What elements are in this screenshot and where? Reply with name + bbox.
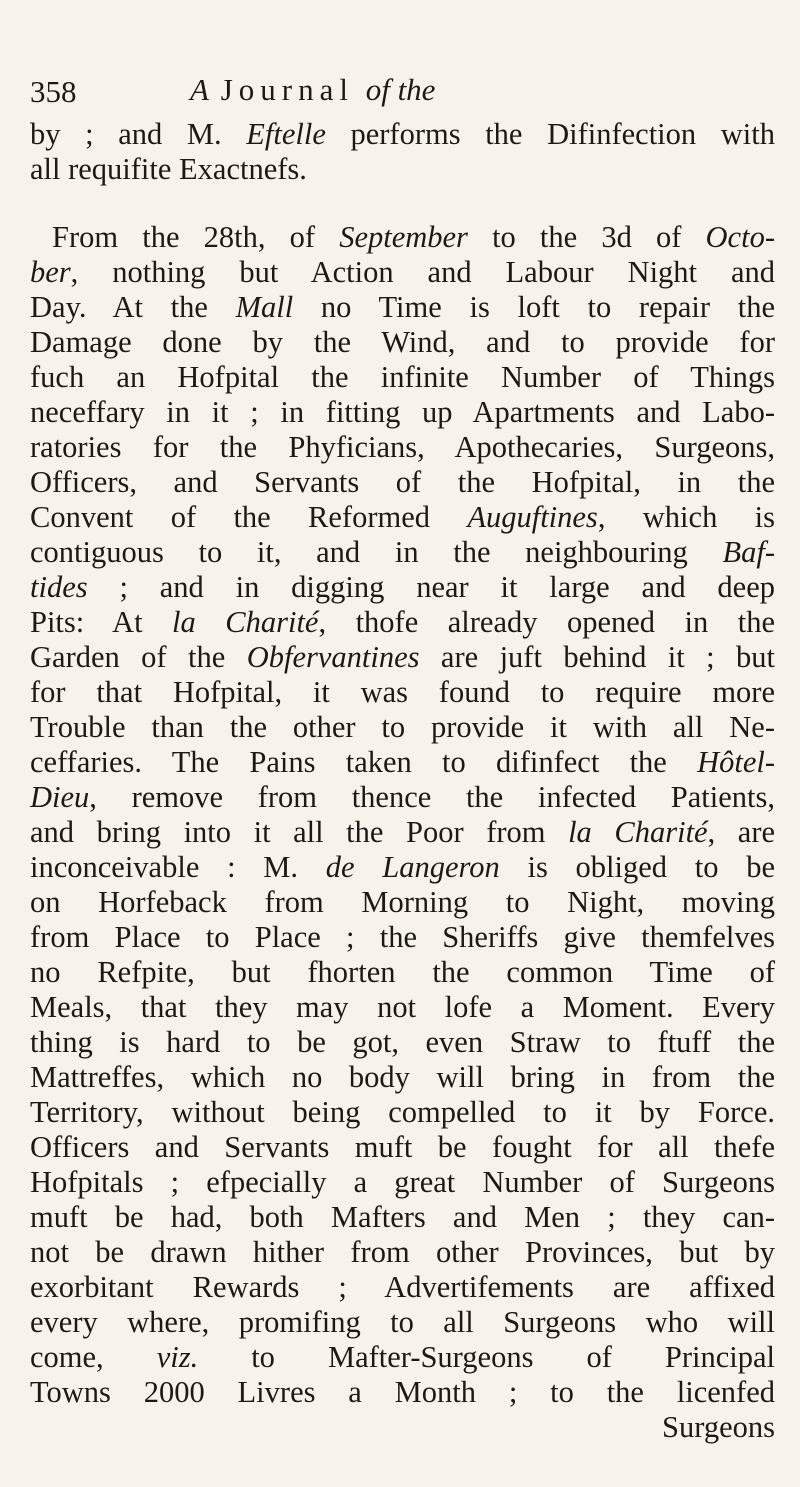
text-line: Hofpitals ; efpecially a great Number of Surgeons xyxy=(30,1165,775,1199)
text-line: no Refpite, but fhorten the common Time of xyxy=(30,955,775,989)
running-header xyxy=(30,72,770,112)
body-text xyxy=(30,117,775,1445)
text-line: not be drawn hither from other Provinces, but by xyxy=(30,1235,775,1269)
text-line: from Place to Place ; the Sheriffs give themfelves xyxy=(30,920,775,954)
text-line: on Horfeback from Morning to Night, moving xyxy=(30,885,775,919)
page-number: 358 xyxy=(30,74,77,109)
text-line: Damage done by the Wind, and to provide for xyxy=(30,325,775,359)
text-line: neceffary in it ; in fitting up Apartments and Labo- xyxy=(30,395,775,429)
text-line: contiguous to it, and in the neighbouring Baf- xyxy=(30,535,775,569)
text-line: Trouble than the other to provide it with all Ne- xyxy=(30,710,775,744)
title-journal: Journal xyxy=(220,72,354,107)
text-line: Meals, that they may not lofe a Moment. Every xyxy=(30,990,775,1024)
text-line: ratories for the Phyficians, Apothecaries, Surgeons, xyxy=(30,430,775,464)
text-line: tides ; and in digging near it large and deep xyxy=(30,570,775,604)
text-line: for that Hofpital, it was found to require more xyxy=(30,675,775,709)
text-line: ber, nothing but Action and Labour Night and xyxy=(30,255,775,289)
text-line: Pits: At la Charité, thofe already opened in the xyxy=(30,605,775,639)
text-line: fuch an Hofpital the infinite Number of Things xyxy=(30,360,775,394)
text-line: Garden of the Obfervantines are juft behind it ; but xyxy=(30,640,775,674)
text-line: exorbitant Rewards ; Advertifements are affixed xyxy=(30,1270,775,1304)
text-line: From the 28th, of September to the 3d of Octo- xyxy=(52,220,775,254)
text-line: Officers and Servants muft be fought for all thefe xyxy=(30,1130,775,1164)
text-line: come, viz. to Mafter-Surgeons of Principal xyxy=(30,1340,775,1374)
text-line: Mattreffes, which no body will bring in from the xyxy=(30,1060,775,1094)
catchword: Surgeons xyxy=(662,1410,775,1444)
text-line: ceffaries. The Pains taken to difinfect the Hôtel- xyxy=(30,745,775,779)
title-a: A xyxy=(190,72,209,107)
text-line: Dieu, remove from thence the infected Patients, xyxy=(30,780,775,814)
title-of-the: of the xyxy=(365,72,436,107)
text-line: Towns 2000 Livres a Month ; to the licenfed xyxy=(30,1375,775,1409)
text-line: thing is hard to be got, even Straw to ftuff the xyxy=(30,1025,775,1059)
running-title xyxy=(190,72,435,108)
text-line: and bring into it all the Poor from la Charité, are xyxy=(30,815,776,849)
text-line: Day. At the Mall no Time is loft to repair the xyxy=(30,290,775,324)
text-line: by ; and M. Eftelle performs the Difinfection with xyxy=(30,117,775,151)
text-line: all requifite Exactnefs. xyxy=(30,152,307,186)
text-line: inconceivable : M. de Langeron is obliged to be xyxy=(30,850,776,884)
text-line: Officers, and Servants of the Hofpital, in the xyxy=(30,465,775,499)
text-line: every where, promifing to all Surgeons who will xyxy=(30,1305,775,1339)
text-line: muft be had, both Mafters and Men ; they can- xyxy=(30,1200,775,1234)
text-line: Convent of the Reformed Auguftines, which is xyxy=(30,500,775,534)
text-line: Territory, without being compelled to it by Force. xyxy=(30,1095,775,1129)
